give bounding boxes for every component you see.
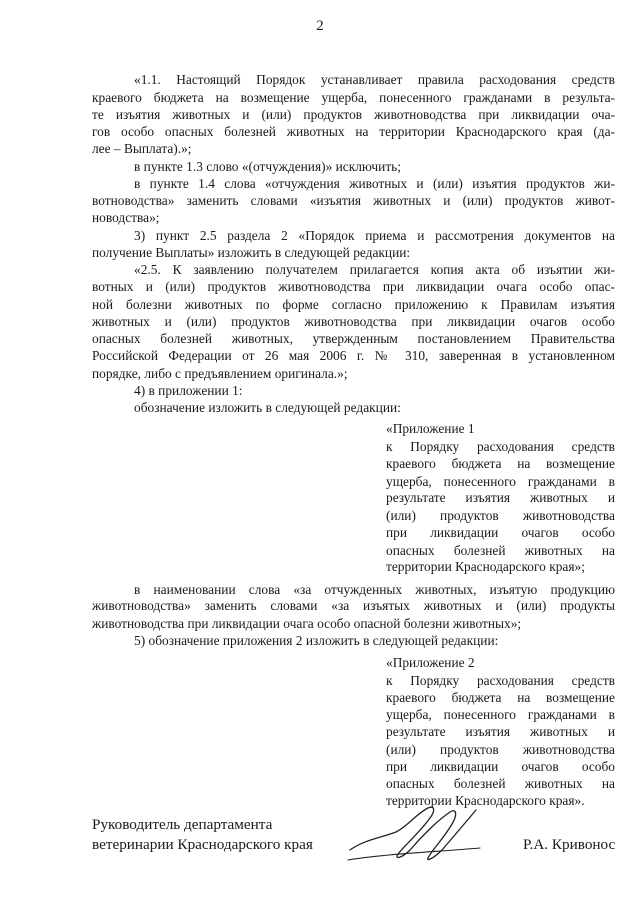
appendix1-line: ущерба, понесенного гражданами в [386, 473, 615, 489]
appendix1-line: к Порядку расходования средств [386, 439, 615, 455]
body-line: в пункте 1.3 слово «(отчуждения)» исключить; [134, 158, 402, 174]
appendix2-line: территории Краснодарского края». [386, 793, 585, 808]
body-line: «1.1. Настоящий Порядок устанавливает правила расходования средств [134, 72, 615, 87]
appendix2-line: опасных болезней животных на [386, 776, 615, 792]
appendix1-line: «Приложение 1 [386, 421, 475, 437]
body-line: животных и (или) продуктов животноводства при ликвидации очагов особо [92, 313, 615, 329]
page-number: 2 [316, 18, 324, 34]
body-line: краевого бюджета на возмещение ущерба, понесенного гражданами в результа- [92, 89, 615, 105]
appendix2-line: к Порядку расходования средств [386, 672, 615, 688]
appendix2-line: результате изъятия животных и [386, 724, 615, 739]
body-line: опасных болезней животных, утвержденным постановлением Правительства [92, 331, 615, 347]
body-line: «2.5. К заявлению получателем прилагается копия акта об изъятии жи- [134, 262, 615, 278]
appendix1-line: при ликвидации очагов особо [386, 524, 615, 540]
appendix2-line: краевого бюджета на возмещение [386, 689, 615, 705]
body-line: вотных и (или) продуктов животноводства при ликвидации очага особо опас- [92, 279, 615, 294]
appendix1-line: результате изъятия животных и [386, 490, 615, 506]
body-line: 3) пункт 2.5 раздела 2 «Порядок приема и рассмотрения документов на [134, 227, 615, 243]
body-line: Российской Федерации от 26 мая 2006 г. № 310, заверенная в установленном [92, 348, 615, 363]
body-line: лее – Выплата).»; [92, 141, 192, 156]
body-line: ной болезни животных по форме согласно приложению к Правилам изъятия [92, 296, 615, 312]
signer-position-line1: Руководитель департамента [92, 816, 273, 833]
body-line: порядке, либо с предъявлением оригинала.»; [92, 365, 348, 381]
signer-name: Р.А. Кривонос [523, 836, 616, 853]
body-line: животноводства при ликвидации очага особо опасной болезни животных»; [92, 616, 522, 632]
appendix2-line: (или) продуктов животноводства [386, 741, 615, 757]
body-line: получение Выплаты» изложить в следующей редакции: [92, 244, 411, 260]
body-line: новодства»; [92, 210, 160, 225]
body-line: те изъятия животных и (или) продуктов животноводства при ликвидации оча- [92, 106, 615, 122]
body-line: вотноводства» заменить словами «изъятия животных и (или) продуктов живот- [92, 193, 615, 209]
body-line: 4) в приложении 1: [134, 382, 243, 398]
appendix1-line: (или) продуктов животноводства [386, 508, 615, 524]
handwritten-signature [344, 792, 484, 867]
appendix2-line: при ликвидации очагов особо [386, 758, 615, 774]
body-line: в наименовании слова «за отчужденных животных, изъятую продукцию [134, 581, 615, 597]
appendix1-line: краевого бюджета на возмещение [386, 455, 615, 471]
appendix2-line: ущерба, понесенного гражданами в [386, 707, 615, 723]
body-line: животноводства» заменить словами «за изъятых животных и (или) продукты [92, 598, 615, 614]
body-line: гов особо опасных болезней животных на территории Краснодарского края (да- [92, 124, 615, 140]
body-line: обозначение изложить в следующей редакции: [134, 400, 401, 416]
appendix1-line: территории Краснодарского края»; [386, 559, 585, 575]
appendix1-line: опасных болезней животных на [386, 542, 615, 558]
body-line: 5) обозначение приложения 2 изложить в следующей редакции: [134, 632, 499, 648]
appendix2-line: «Приложение 2 [386, 655, 475, 670]
body-line: в пункте 1.4 слова «отчуждения животных и (или) изъятия продуктов жи- [134, 175, 615, 191]
signer-position-line2: ветеринарии Краснодарского края [92, 836, 313, 853]
